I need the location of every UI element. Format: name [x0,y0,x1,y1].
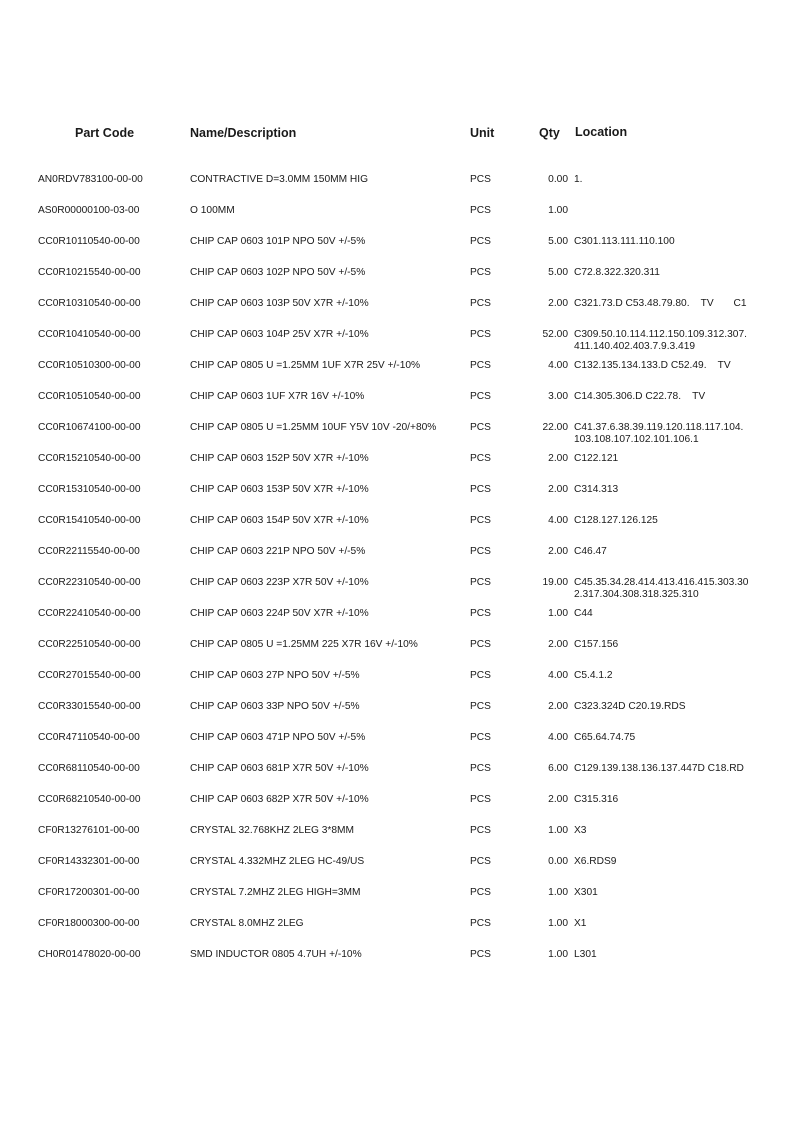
description-cell: CHIP CAP 0603 223P X7R 50V +/-10% [190,577,369,588]
description-cell: CHIP CAP 0603 27P NPO 50V +/-5% [190,670,360,681]
location-cell: C301.113.111.110.100 [574,236,675,247]
unit-cell: PCS [470,546,491,557]
part-code-cell: CC0R27015540-00-00 [38,670,141,681]
unit-cell: PCS [470,174,491,185]
table-row [0,916,793,947]
table-row [0,885,793,916]
part-code-cell: CC0R10674100-00-00 [38,422,141,433]
unit-cell: PCS [470,236,491,247]
location-cell: C46.47 [574,546,607,557]
qty-cell: 6.00 [548,763,568,774]
table-row [0,296,793,327]
part-code-cell: CC0R22115540-00-00 [38,546,140,557]
description-cell: CRYSTAL 32.768KHZ 2LEG 3*8MM [190,825,355,836]
description-cell: CHIP CAP 0603 1UF X7R 16V +/-10% [190,391,365,402]
description-cell: CHIP CAP 0805 U =1.25MM 10UF Y5V 10V -20/+80% [190,422,437,433]
description-cell: CRYSTAL 4.332MHZ 2LEG HC-49/US [190,856,365,867]
part-code-cell: CC0R15410540-00-00 [38,515,141,526]
table-row [0,637,793,668]
table-row [0,544,793,575]
location-cell: 1. [574,174,583,185]
table-row [0,668,793,699]
part-code-cell: CC0R10510540-00-00 [38,391,141,402]
part-code-cell: AN0RDV783100-00-00 [38,174,143,185]
part-code-cell: CC0R10110540-00-00 [38,236,140,247]
location-cell: C44 [574,608,593,619]
part-code-cell: CC0R47110540-00-00 [38,732,140,743]
location-cell: X3 [574,825,587,836]
table-row [0,730,793,761]
unit-cell: PCS [470,329,491,340]
description-cell: CHIP CAP 0805 U =1.25MM 225 X7R 16V +/-10% [190,639,418,650]
table-row [0,823,793,854]
part-code-cell: CC0R10510300-00-00 [38,360,141,371]
qty-cell: 2.00 [548,639,568,650]
description-cell: CHIP CAP 0603 153P 50V X7R +/-10% [190,484,369,495]
description-cell: CRYSTAL 8.0MHZ 2LEG [190,918,304,929]
qty-cell: 1.00 [548,825,568,836]
description-cell: CHIP CAP 0603 104P 25V X7R +/-10% [190,329,369,340]
description-cell: CHIP CAP 0603 152P 50V X7R +/-10% [190,453,369,464]
location-cell: X1 [574,918,587,929]
description-cell: SMD INDUCTOR 0805 4.7UH +/-10% [190,949,362,960]
part-code-cell: CC0R15310540-00-00 [38,484,141,495]
table-row [0,389,793,420]
qty-cell: 4.00 [548,360,568,371]
location-cell: C41.37.6.38.39.119.120.118.117.104. 103.108.107.102.101.106.1 [574,422,744,445]
qty-cell: 4.00 [548,515,568,526]
description-cell: CHIP CAP 0603 103P 50V X7R +/-10% [190,298,369,309]
unit-cell: PCS [470,205,491,216]
header-location: Location [575,125,628,139]
location-cell: C309.50.10.114.112.150.109.312.307. 411.140.402.403.7.9.3.419 [574,329,747,352]
unit-cell: PCS [470,794,491,805]
header-qty: Qty [539,126,560,140]
location-cell: C122.121 [574,453,619,464]
table-row [0,451,793,482]
qty-cell: 0.00 [548,856,568,867]
part-code-cell: CC0R22510540-00-00 [38,639,141,650]
qty-cell: 19.00 [542,577,568,588]
qty-cell: 2.00 [548,298,568,309]
unit-cell: PCS [470,825,491,836]
unit-cell: PCS [470,856,491,867]
parts-table-body [0,172,793,978]
table-row [0,203,793,234]
qty-cell: 2.00 [548,453,568,464]
description-cell: CHIP CAP 0603 681P X7R 50V +/-10% [190,763,369,774]
table-row [0,761,793,792]
location-cell: C5.4.1.2 [574,670,613,681]
location-cell: C314.313 [574,484,619,495]
part-code-cell: CC0R10310540-00-00 [38,298,141,309]
part-code-cell: CC0R22310540-00-00 [38,577,141,588]
unit-cell: PCS [470,732,491,743]
description-cell: CONTRACTIVE D=3.0MM 150MM HIG [190,174,369,185]
qty-cell: 1.00 [548,949,568,960]
unit-cell: PCS [470,298,491,309]
location-cell: C128.127.126.125 [574,515,658,526]
location-cell: C315.316 [574,794,619,805]
part-code-cell: CF0R14332301-00-00 [38,856,140,867]
table-row [0,172,793,203]
location-cell: C321.73.D C53.48.79.80. TV C1 [574,298,747,309]
description-cell: CHIP CAP 0603 33P NPO 50V +/-5% [190,701,360,712]
unit-cell: PCS [470,267,491,278]
table-row [0,606,793,637]
qty-cell: 5.00 [548,267,568,278]
location-cell: C323.324D C20.19.RDS [574,701,686,712]
table-row [0,265,793,296]
unit-cell: PCS [470,701,491,712]
qty-cell: 1.00 [548,887,568,898]
qty-cell: 1.00 [548,918,568,929]
description-cell: CHIP CAP 0603 221P NPO 50V +/-5% [190,546,366,557]
location-cell: C65.64.74.75 [574,732,636,743]
header-name-description: Name/Description [190,126,297,140]
part-code-cell: CC0R68210540-00-00 [38,794,141,805]
part-code-cell: CH0R01478020-00-00 [38,949,141,960]
description-cell: CHIP CAP 0603 101P NPO 50V +/-5% [190,236,366,247]
description-cell: CHIP CAP 0603 154P 50V X7R +/-10% [190,515,369,526]
table-row [0,699,793,730]
description-cell: CHIP CAP 0603 471P NPO 50V +/-5% [190,732,366,743]
qty-cell: 1.00 [548,205,568,216]
table-row [0,358,793,389]
table-row [0,234,793,265]
location-cell: C129.139.138.136.137.447D C18.RD [574,763,744,774]
qty-cell: 1.00 [548,608,568,619]
location-cell: C45.35.34.28.414.413.416.415.303.30 2.317.304.308.318.325.310 [574,577,749,600]
unit-cell: PCS [470,670,491,681]
location-cell: C72.8.322.320.311 [574,267,660,278]
table-row [0,482,793,513]
description-cell: O 100MM [190,205,235,216]
table-row [0,513,793,544]
unit-cell: PCS [470,763,491,774]
unit-cell: PCS [470,887,491,898]
qty-cell: 2.00 [548,794,568,805]
table-row [0,854,793,885]
part-code-cell: CC0R15210540-00-00 [38,453,141,464]
unit-cell: PCS [470,639,491,650]
unit-cell: PCS [470,918,491,929]
unit-cell: PCS [470,360,491,371]
part-code-cell: CC0R22410540-00-00 [38,608,141,619]
location-cell: X301 [574,887,598,898]
location-cell: C132.135.134.133.D C52.49. TV [574,360,731,371]
description-cell: CHIP CAP 0603 102P NPO 50V +/-5% [190,267,366,278]
header-part-code: Part Code [75,126,135,140]
part-code-cell: CC0R33015540-00-00 [38,701,141,712]
description-cell: CHIP CAP 0603 224P 50V X7R +/-10% [190,608,369,619]
location-cell: L301 [574,949,597,960]
part-code-cell: CC0R68110540-00-00 [38,763,140,774]
qty-cell: 5.00 [548,236,568,247]
table-row [0,327,793,358]
table-row [0,420,793,451]
location-cell: C14.305.306.D C22.78. TV [574,391,706,402]
unit-cell: PCS [470,391,491,402]
unit-cell: PCS [470,484,491,495]
qty-cell: 2.00 [548,701,568,712]
qty-cell: 4.00 [548,670,568,681]
unit-cell: PCS [470,453,491,464]
header-unit: Unit [470,126,495,140]
qty-cell: 0.00 [548,174,568,185]
qty-cell: 52.00 [542,329,568,340]
unit-cell: PCS [470,608,491,619]
description-cell: CHIP CAP 0603 682P X7R 50V +/-10% [190,794,369,805]
location-cell: C157.156 [574,639,619,650]
part-code-cell: CC0R10215540-00-00 [38,267,141,278]
unit-cell: PCS [470,515,491,526]
qty-cell: 4.00 [548,732,568,743]
table-row [0,947,793,978]
qty-cell: 2.00 [548,484,568,495]
qty-cell: 2.00 [548,546,568,557]
description-cell: CRYSTAL 7.2MHZ 2LEG HIGH=3MM [190,887,361,898]
part-code-cell: CF0R17200301-00-00 [38,887,140,898]
part-code-cell: CF0R18000300-00-00 [38,918,140,929]
location-cell: X6.RDS9 [574,856,617,867]
unit-cell: PCS [470,577,491,588]
qty-cell: 22.00 [542,422,568,433]
part-code-cell: CF0R13276101-00-00 [38,825,140,836]
part-code-cell: AS0R00000100-03-00 [38,205,140,216]
qty-cell: 3.00 [548,391,568,402]
table-header [0,125,793,143]
table-row [0,792,793,823]
description-cell: CHIP CAP 0805 U =1.25MM 1UF X7R 25V +/-10% [190,360,421,371]
unit-cell: PCS [470,949,491,960]
part-code-cell: CC0R10410540-00-00 [38,329,141,340]
table-row [0,575,793,606]
unit-cell: PCS [470,422,491,433]
